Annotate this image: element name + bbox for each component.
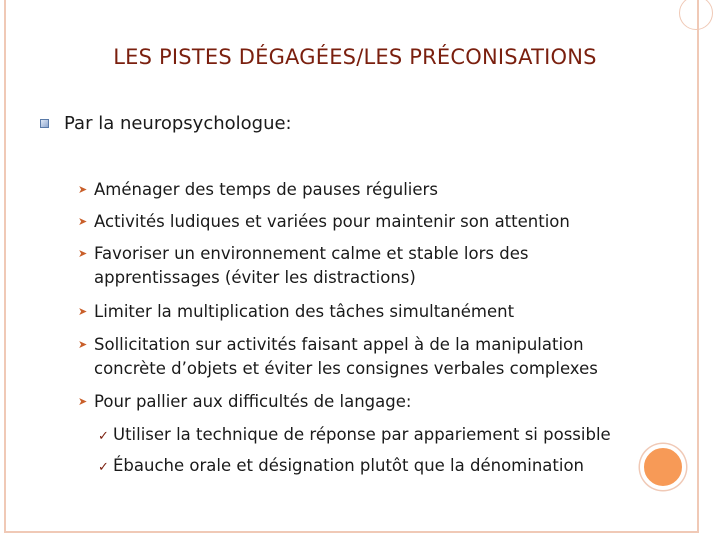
- chevron-bullet-icon: ➤: [78, 215, 88, 228]
- bullet-text: Sollicitation sur activités faisant appel à de la manipulation: [94, 335, 584, 354]
- bullet-item: [78, 210, 570, 234]
- checkmark-icon: ✓: [98, 429, 109, 444]
- chevron-bullet-icon: ➤: [78, 338, 88, 351]
- sub-bullet-text: Ébauche orale et désignation plutôt que la dénomination: [113, 456, 584, 475]
- sub-bullet-item: [98, 454, 584, 480]
- bullet-text: Limiter la multiplication des tâches simultanément: [94, 302, 515, 321]
- chevron-bullet-icon: ➤: [78, 247, 88, 260]
- chevron-bullet-icon: ➤: [78, 395, 88, 408]
- bullet-item: [78, 178, 438, 202]
- bullet-text: Pour pallier aux difficultés de langage:: [94, 392, 412, 411]
- bullet-text: Activités ludiques et variées pour maintenir son attention: [94, 212, 570, 231]
- sub-bullet-item: [98, 423, 611, 449]
- bullet-text: Favoriser un environnement calme et stable lors des: [94, 244, 529, 263]
- bullet-item: [78, 300, 514, 324]
- heading-text: Par la neuropsychologue:: [64, 113, 292, 134]
- checkmark-icon: ✓: [98, 460, 109, 475]
- bullet-item: [78, 242, 528, 266]
- bullet-continuation: concrète d’objets et éviter les consignes verbales complexes: [94, 359, 598, 378]
- sub-bullet-text: Utiliser la technique de réponse par appariement si possible: [113, 425, 611, 444]
- bullet-item: [78, 390, 411, 414]
- slide-title: LES PISTES DÉGAGÉES/LES PRÉCONISATIONS: [113, 45, 597, 69]
- bullet-text: Aménager des temps de pauses réguliers: [94, 180, 438, 199]
- bullet-continuation: apprentissages (éviter les distractions): [94, 268, 416, 287]
- chevron-bullet-icon: ➤: [78, 183, 88, 196]
- chevron-bullet-icon: ➤: [78, 305, 88, 318]
- bullet-item: [78, 333, 584, 357]
